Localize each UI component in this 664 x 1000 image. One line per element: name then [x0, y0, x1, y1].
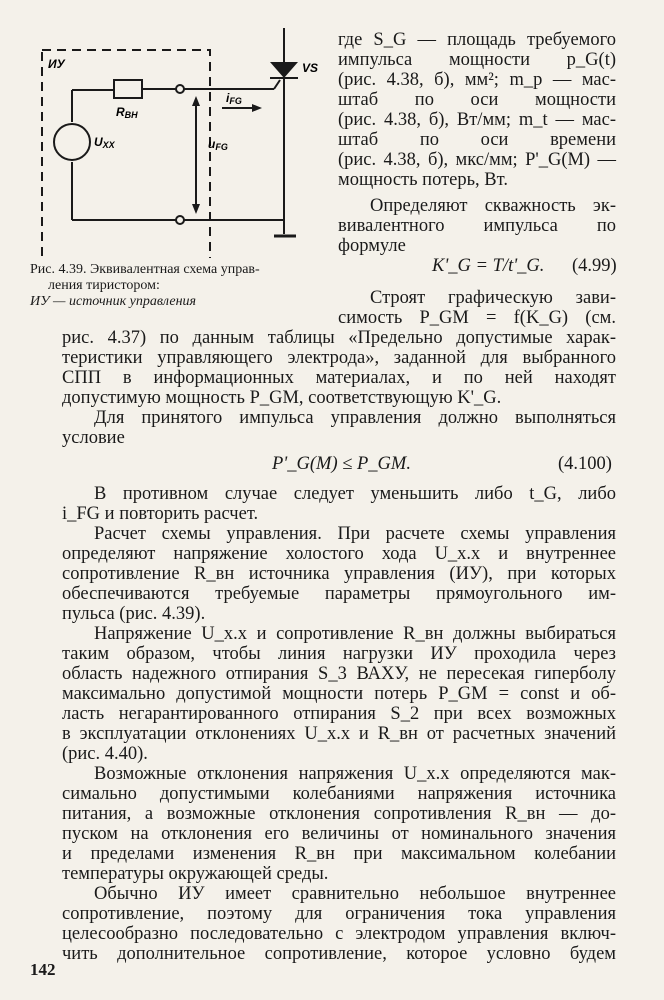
text-line: импульса мощности p_G(t): [338, 50, 616, 70]
text-line: где S_G — площадь требуемого: [338, 30, 616, 50]
label-rvn: RВН: [116, 105, 138, 120]
text-line: (рис. 4.38, б), мм²; m_p — мас-: [338, 70, 616, 90]
text-line: Расчет схемы управления. При расчете схемы управления: [94, 524, 616, 544]
text-line: и пределами изменения R_вн при максимальном колебании: [62, 844, 616, 864]
right-column: [338, 30, 616, 260]
text-line: В противном случае следует уменьшить либо t_G, либо: [94, 484, 616, 504]
text-line: теристики управляющего электрода», заданной для выбранного: [62, 348, 616, 368]
text-line: определяют напряжение холостого хода U_х.х и внутреннее: [62, 544, 616, 564]
text-line: обеспечиваются требуемые параметры прямоугольного им-: [62, 584, 616, 604]
text-line: Определяют скважность эк-: [370, 196, 616, 216]
text-line: Напряжение U_х.х и сопротивление R_вн должны выбираться: [94, 624, 616, 644]
label-iu: ИУ: [48, 57, 65, 71]
text-line: формуле: [338, 236, 406, 256]
label-ifg: iFG: [226, 91, 242, 106]
text-block-b: [62, 484, 616, 964]
equation-number-4-100: (4.100): [558, 454, 612, 474]
label-vs: VS: [302, 61, 319, 75]
text-line: Строят графическую зави-: [370, 288, 616, 308]
text-line: максимально допустимой мощности потерь P_GM = const и об-: [62, 684, 616, 704]
text-line: симость P_GM = f(K_G) (см.: [338, 308, 616, 328]
text-line: в эксплуатации отклонениях U_х.х и R_вн от расчетных значений: [62, 724, 616, 744]
text-block-a: [338, 288, 616, 328]
text-line: Возможные отклонения напряжения U_х.х определяются мак-: [94, 764, 616, 784]
text-line: чить дополнительное сопротивление, которое условно будем: [62, 944, 616, 964]
label-ufg: uFG: [208, 137, 228, 152]
text-line: i_FG и повторить расчет.: [62, 504, 259, 524]
circuit-diagram: [30, 28, 330, 258]
text-line: Для принятого импульса управления должно выполняться: [94, 408, 616, 428]
figure-caption-line-3: ИУ — источник управления: [30, 294, 197, 309]
text-line: симально допустимыми колебаниями напряжения источника: [62, 784, 616, 804]
text-line: мощность потерь, Вт.: [338, 170, 508, 190]
text-line: температуры окружающей среды.: [62, 864, 329, 884]
text-line: условие: [62, 428, 125, 448]
text-line: вивалентного импульса по: [338, 216, 616, 236]
text-line: пульса (рис. 4.39).: [62, 604, 206, 624]
text-line: целесообразно последовательно с электродом управления включ-: [62, 924, 616, 944]
text-line: Обычно ИУ имеет сравнительно небольшое внутреннее: [94, 884, 616, 904]
text-line: сопротивление, поэтому для ограничения тока управления: [62, 904, 616, 924]
text-block-a-full: [62, 328, 616, 448]
voltage-source-uxx: [54, 124, 90, 160]
text-line: область надежного отпирания S_3 ВАХУ, не пересекая гиперболу: [62, 664, 616, 684]
text-line: штаб по оси мощности: [338, 90, 616, 110]
text-line: допустимую мощность P_GM, соответствующую K'_G.: [62, 388, 502, 408]
text-line: сопротивление R_вн источника управления (ИУ), при которых: [62, 564, 616, 584]
text-line: рис. 4.37) по данным таблицы «Предельно допустимые харак-: [62, 328, 616, 348]
page-number: 142: [30, 960, 56, 979]
text-line: СПП в информационных материалах, и по ней находят: [62, 368, 616, 388]
resistor-rvn: [114, 80, 142, 98]
figure-caption-line-1: Рис. 4.39. Эквивалентная схема управ-: [30, 262, 260, 277]
label-uxx: UXX: [94, 135, 115, 150]
text-line: ласть негарантированного отпирания S_2 при всех возможных: [62, 704, 616, 724]
source-boundary-dashed-box: [42, 50, 210, 258]
figure-caption-line-2: ления тиристором:: [48, 278, 160, 293]
text-line: (рис. 4.38, б), Вт/мм; m_t — мас-: [338, 110, 616, 130]
text-line: таким образом, чтобы линия нагрузки ИУ проходила через: [62, 644, 616, 664]
text-line: (рис. 4.40).: [62, 744, 148, 764]
text-line: штаб по оси времени: [338, 130, 616, 150]
text-line: питания, а возможные отклонения сопротивления R_вн — до-: [62, 804, 616, 824]
equation-4-100: P'_G(M) ≤ P_GM.: [272, 454, 411, 474]
equation-number-4-99: (4.99): [572, 256, 617, 276]
text-line: пуском на отклонения его величины от номинального значения: [62, 824, 616, 844]
equation-4-99: K'_G = T/t'_G.: [432, 256, 545, 276]
text-line: (рис. 4.38, б), мкс/мм; P'_G(M) —: [338, 150, 616, 170]
